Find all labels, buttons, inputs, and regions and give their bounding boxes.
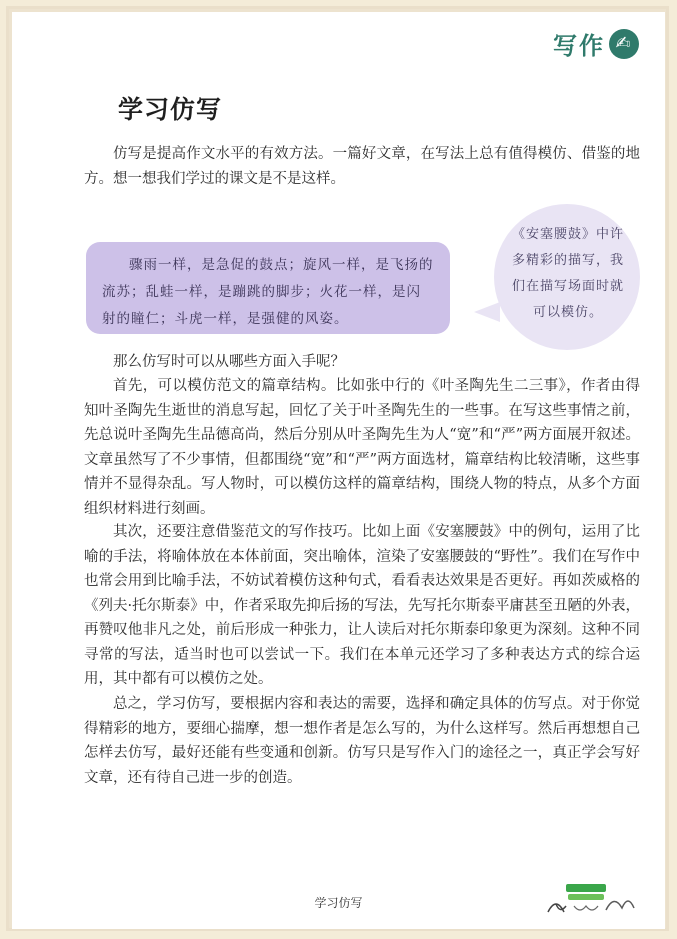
page-footer: 学习仿写 (314, 896, 363, 910)
book-page (12, 12, 665, 929)
publisher-logo-icon (544, 882, 636, 918)
example-quote: 骤雨一样，是急促的鼓点；旋风一样，是飞扬的流苏；乱蛙一样，是蹦跳的脚步；火花一样，是闪射的瞳仁；斗虎一样，是强健的风姿。 (86, 242, 450, 334)
writing-badge-icon: ✍ (609, 29, 639, 59)
summary-paragraph: 总之，学习仿写，要根据内容和表达的需要，选择和确定具体的仿写点。对于你觉得精彩的地方，要细心揣摩，想一想作者是怎么写的，为什么这样写。然后再想想自己怎样去仿写，最好还能有些变通和创新。仿写只是写作入门的途径之一，真正学会写好文章，还有待自己进一步的创造。 (84, 696, 640, 786)
first-point-paragraph: 首先，可以模仿范文的篇章结构。比如张中行的《叶圣陶先生二三事》，作者由得知叶圣陶先生逝世的消息写起，回忆了关于叶圣陶先生的一些事。在写这些事情之前，先总说叶圣陶先生品德高尚，然后分别从叶圣陶先生为人“宽”和“严”两方面展开叙述。文章虽然写了不少事情，但都围绕“宽”和“严”两方面选材，篇章结构比较清晰，这些事情并不显得杂乱。写人物时，可以模仿这样的篇章结构，围绕人物的特点，从多个方面组织材料进行刻画。 (84, 378, 640, 517)
section-label: 写作 (553, 32, 605, 60)
question-paragraph: 那么仿写时可以从哪些方面入手呢？ (113, 354, 345, 370)
page-title: 学习仿写 (118, 95, 223, 124)
note-bubble: 《安塞腰鼓》中许多精彩的描写，我们在描写场面时就可以模仿。 (494, 204, 640, 350)
section-header (553, 26, 639, 61)
second-point-paragraph: 其次，还要注意借鉴范文的写作技巧。比如上面《安塞腰鼓》中的例句，运用了比喻的手法，将喻体放在本体前面，突出喻体，渲染了安塞腰鼓的“野性”。我们在写作中也常会用到比喻手法，不妨试着模仿这种句式，看看表达效果是否更好。再如茨威格的《列夫·托尔斯泰》中，作者采取先抑后扬的写法，先写托尔斯泰平庸甚至丑陋的外表，再赞叹他非凡之处，前后形成一种张力，让人读后对托尔斯泰印象更为深刻。这种不同寻常的写法，适当时也可以尝试一下。我们在本单元还学习了多种表达方式的综合运用，其中都有可以模仿之处。 (84, 524, 640, 687)
intro-paragraph: 仿写是提高作文水平的有效方法。一篇好文章，在写法上总有值得模仿、借鉴的地方。想一想我们学过的课文是不是这样。 (84, 146, 640, 187)
bubble-tail (474, 302, 500, 322)
